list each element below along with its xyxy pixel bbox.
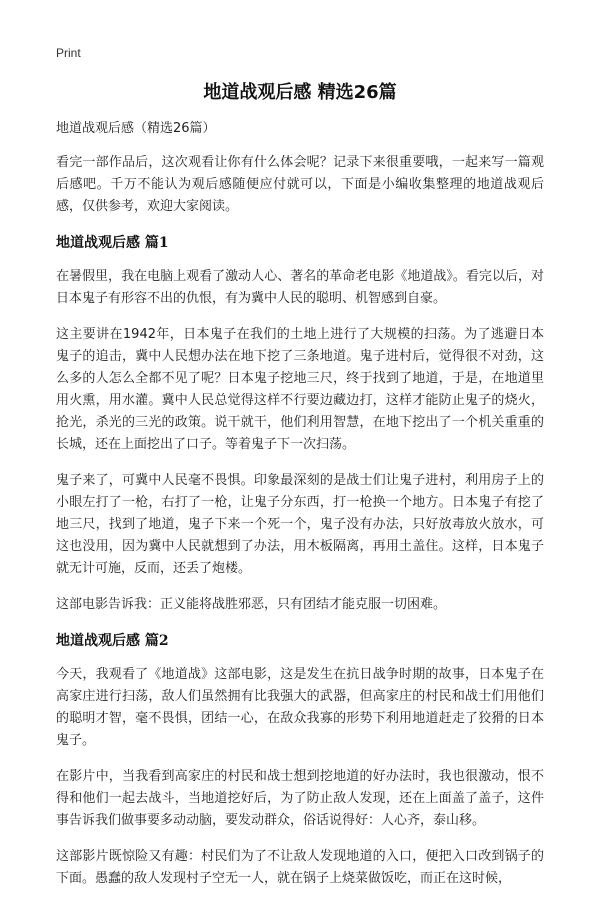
section-1-paragraph-3: 鬼子来了，可冀中人民毫不畏惧。印象最深刻的是战士们让鬼子进村，利用房子上的小眼左打了一枪，右打了一枪，让鬼子分东西，打一枪换一个地方。日本鬼子有挖了地三尺，找到了地道，鬼子下来一个死一个，鬼子没有办法，只好放毒放火放水，可这也没用，因为冀中人民就想到了办法，用木板隔离，再用土盖住。这样，日本鬼子就无计可施，反而，还丢了炮楼。 xyxy=(56,473,544,576)
section-1-paragraph-4: 这部电影告诉我：正义能将战胜邪恶，只有团结才能克服一切困难。 xyxy=(56,597,447,612)
section-heading-2: 地道战观后感 篇2 xyxy=(56,633,169,649)
page-title: 地道战观后感 精选26篇 xyxy=(203,82,397,103)
section-heading-1: 地道战观后感 篇1 xyxy=(56,235,169,251)
print-link[interactable]: Print xyxy=(56,46,81,60)
section-2-paragraph-3: 这部影片既惊险又有趣：村民们为了不让敌人发现地道的入口，便把入口改到锅子的下面。愚蠢的敌人发现村子空无一人，就在锅子上烧菜做饭吃，而正在这时候， xyxy=(56,849,544,886)
section-1-paragraph-2: 这主要讲在1942年，日本鬼子在我们的土地上进行了大规模的扫荡。为了逃避日本鬼子的追击，冀中人民想办法在地下挖了三条地道。鬼子进村后，觉得很不对劲，这么多的人怎么全都不见了呢？日本鬼子挖地三尺，终于找到了地道，于是，在地道里用火熏，用水灌。冀中人民总觉得这样不行要边藏边打，这样才能防止鬼子的烧火，抢光，杀光的三光的政策。说干就干，他们利用智慧，在地下挖出了一个机关重重的长城，还在上面挖出了口子。等着鬼子下一次扫荡。 xyxy=(56,327,544,452)
section-2-paragraph-1: 今天，我观看了《地道战》这部电影，这是发生在抗日战争时期的故事，日本鬼子在高家庄进行扫荡，敌人们虽然拥有比我强大的武器，但高家庄的村民和战士们用他们的聪明才智，毫不畏惧，团结一心，在敌众我寡的形势下利用地道赶走了狡猾的日本鬼子。 xyxy=(56,667,544,748)
article-subtitle: 地道战观后感（精选26篇） xyxy=(56,121,216,136)
intro-paragraph: 看完一部作品后，这次观看让你有什么体会呢？记录下来很重要哦，一起来写一篇观后感吧。千万不能认为观后感随便应付就可以，下面是小编收集整理的地道战观后感，仅供参考，欢迎大家阅读。 xyxy=(56,155,544,214)
section-2-paragraph-2: 在影片中，当我看到高家庄的村民和战士想到挖地道的好办法时，我也很激动，恨不得和他们一起去战斗，当地道挖好后，为了防止敌人发现，还在上面盖了盖子，这件事告诉我们做事要多动动脑，要发动群众，俗话说得好：人心齐，泰山移。 xyxy=(56,769,544,828)
article-body xyxy=(56,118,544,904)
section-1-paragraph-1: 在暑假里，我在电脑上观看了激动人心、著名的革命老电影《地道战》。看完以后，对日本鬼子有形容不出的仇恨，有为冀中人民的聪明、机智感到自豪。 xyxy=(56,269,544,306)
